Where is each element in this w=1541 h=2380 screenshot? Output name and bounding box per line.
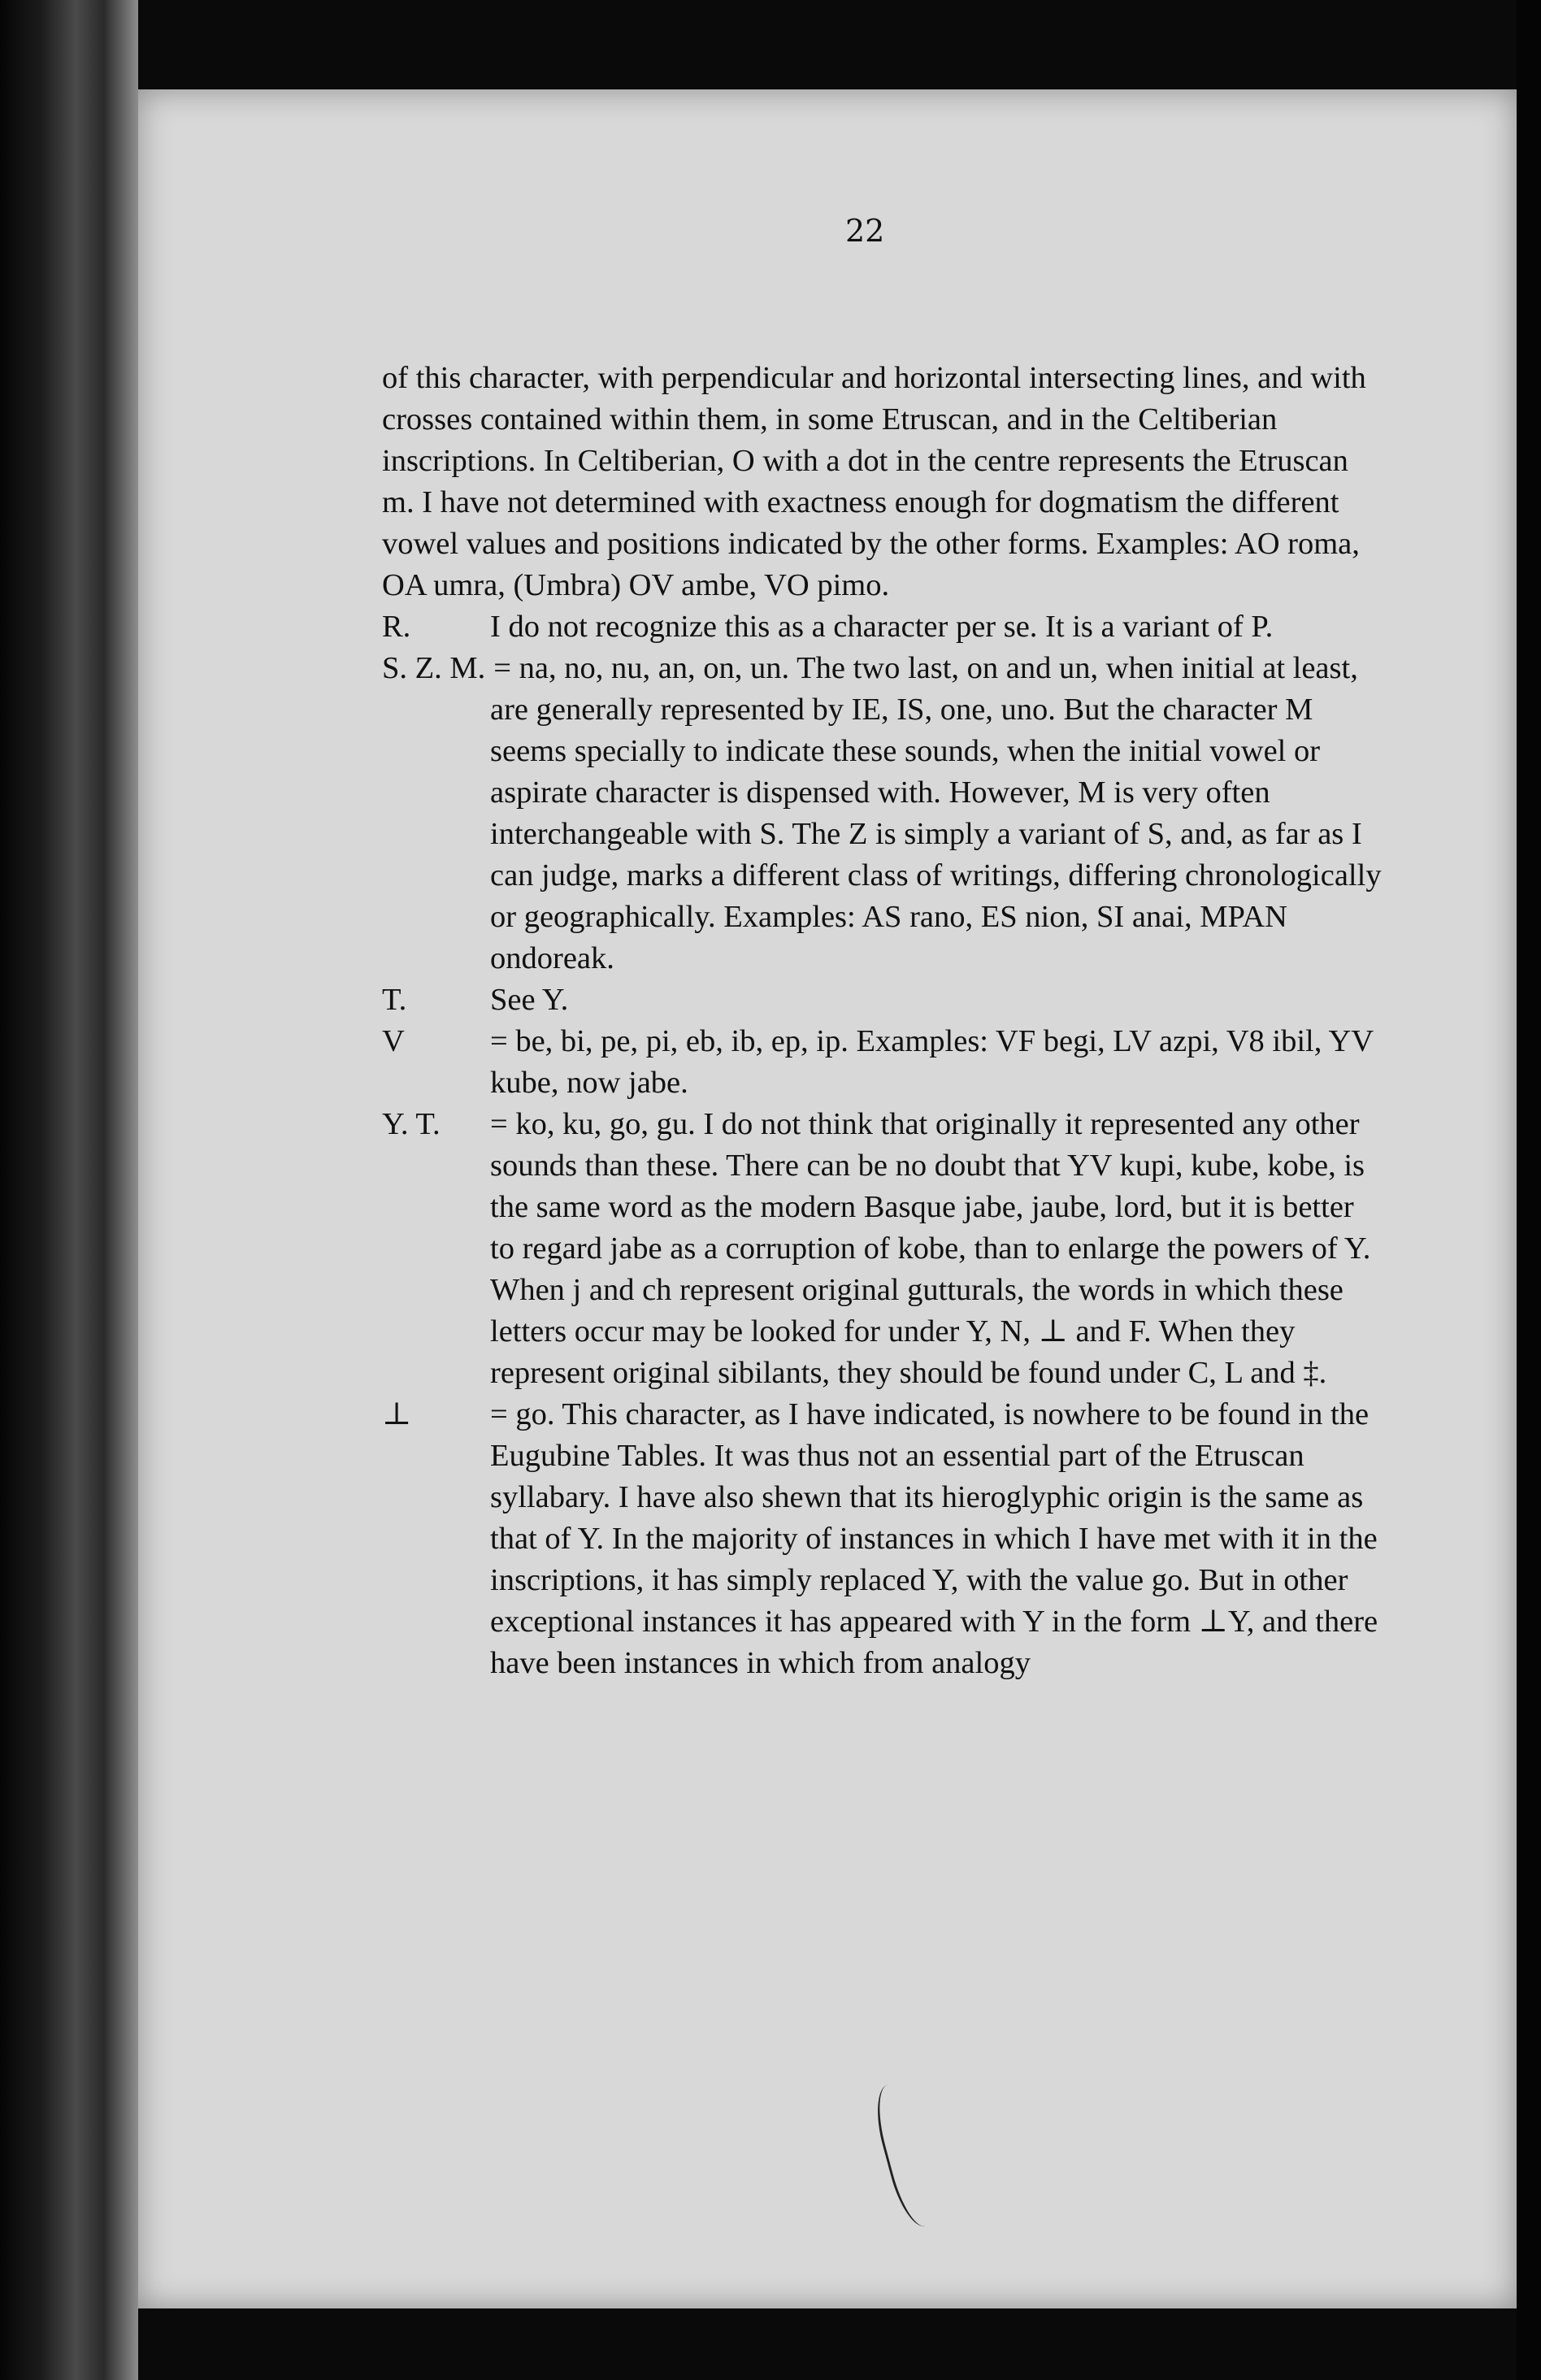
entry-r (382, 606, 1382, 648)
entry-text: = go. This character, as I have indicated, is nowhere to be found in the Eugubine Tables. It was thus not an essential part of the Etruscan syllabary. I have also shewn that its hieroglyphic origin is the same as that of Y. In the majority of instances in which I have met with it in the inscriptions, it has simply replaced Y, with the value go. But in other exceptional instances it has appeared with Y in the form ⊥Y, and there have been instances in which from analogy (490, 1397, 1378, 1680)
entry-text: = ko, ku, go, gu. I do not think that originally it represented any other sounds than these. There can be no doubt that YV kupi, kube, kobe, is the same word as the modern Basque jabe, jaube, lord, but it is better to regard jabe as a corruption of kobe, than to enlarge the powers of Y. When j and ch represent original gutturals, the words in which these letters occur may be looked for under Y, N, ⊥ and F. When they represent original sibilants, they should be found under C, L and ‡. (490, 1107, 1371, 1390)
scan-border-right (1517, 0, 1541, 2380)
book-binding-edge (0, 0, 138, 2380)
entry-v (382, 1021, 1382, 1104)
entry-go-character (382, 1394, 1382, 1684)
entry-key: T. (382, 983, 407, 1017)
entry-key: V (382, 1024, 405, 1058)
entry-text: See Y. (490, 983, 569, 1017)
page-body (382, 358, 1382, 1684)
entry-key: R. (382, 610, 411, 644)
entry-key: S. Z. M. (382, 651, 486, 685)
page-number: 22 (845, 213, 885, 249)
entry-text: = be, bi, pe, pi, eb, ib, ep, ip. Examples: VF begi, LV azpi, V8 ibil, YV kube, now jabe. (490, 1024, 1374, 1100)
entry-text: I do not recognize this as a character per se. It is a variant of P. (490, 610, 1274, 644)
intro-paragraph: of this character, with perpendicular and horizontal intersecting lines, and with crosses contained within them, in some Etruscan, and in the Celtiberian inscriptions. In Celtiberian, O with a dot in the centre represents the Etruscan m. I have not determined with exactness enough for dogmatism the different vowel values and positions indicated by the other forms. Examples: AO roma, OA umra, (Umbra) OV ambe, VO pimo. (382, 361, 1366, 602)
entry-y-t (382, 1104, 1382, 1394)
entry-t (382, 979, 1382, 1021)
entry-key: Y. T. (382, 1107, 441, 1141)
entry-key: ⊥ (382, 1397, 412, 1431)
entry-s-z-m (382, 648, 1382, 979)
entry-text: = na, no, nu, an, on, un. The two last, on and un, when initial at least, are generally represented by IE, IS, one, uno. But the character M seems specially to indicate these sounds, when the initial vowel or aspirate character is dispensed with. However, M is very often interchangeable with S. The Z is simply a variant of S, and, as far as I can judge, marks a different class of writings, differing chronologically or geographically. Examples: AS rano, ES nion, SI anai, MPAN ondoreak. (490, 651, 1382, 975)
